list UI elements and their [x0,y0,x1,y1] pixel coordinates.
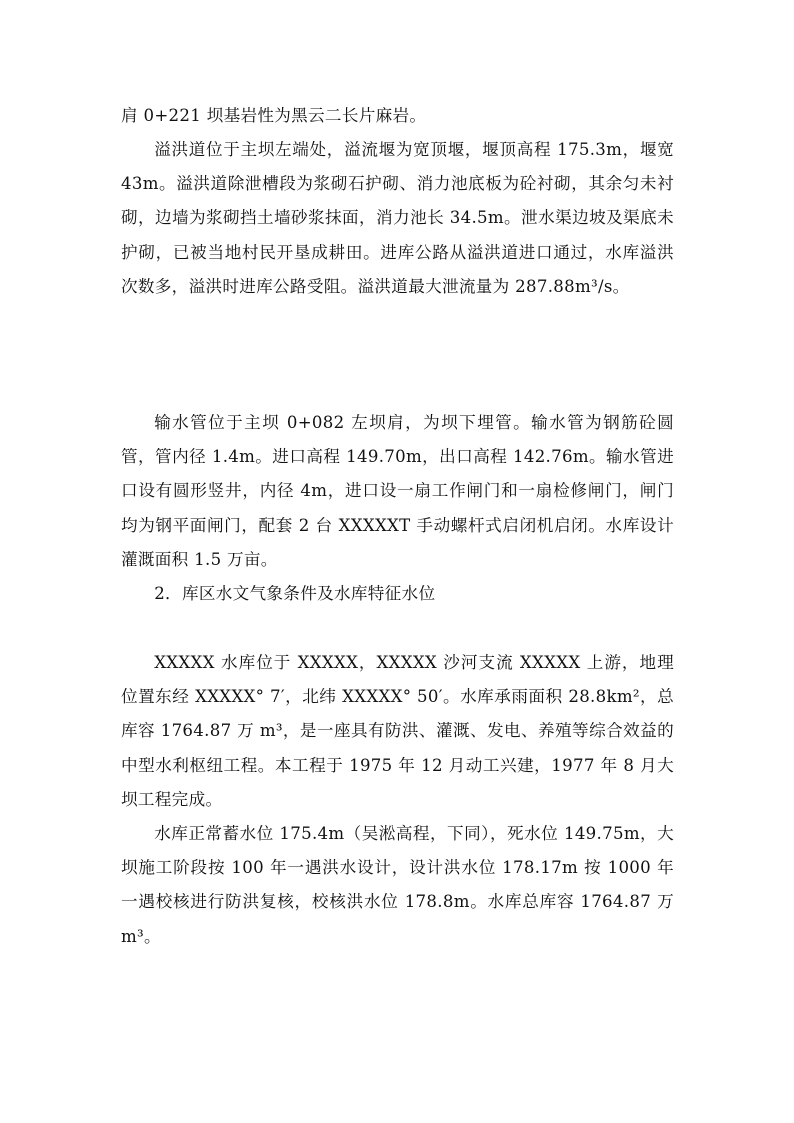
section-heading-hydrology: 2．库区水文气象条件及水库特征水位 [154,584,436,603]
paragraph-reservoir-location: XXXXX 水库位于 XXXXX，XXXXX 沙河支流 XXXXX 上游，地理位置东经 XXXXX° 7′，北纬 XXXXX° 50′。水库承雨面积 28.8km²，总库容 1764.87 万 m³，是一座具有防洪、灌溉、发电、养殖等综合效益的中型水利枢纽工程。本工程于 1975 年 12 月动工兴建，1977 年 8 月大坝工程完成。 [121,653,674,809]
paragraph-water-levels: 水库正常蓄水位 175.4m（吴淞高程，下同），死水位 149.75m，大坝施工阶段按 100 年一遇洪水设计，设计洪水位 178.17m 按 1000 年一遇校核进行防洪复核，校核洪水位 178.8m。水库总库容 1764.87 万 m³。 [121,824,674,946]
paragraph-spillway: 溢洪道位于主坝左端处，溢流堰为宽顶堰，堰顶高程 175.3m，堰宽 43m。溢洪道除泄槽段为浆砌石护砌、消力池底板为砼衬砌，其余匀未衬砌，边墙为浆砌挡土墙砂浆抹面，消力池长 34.5m。泄水渠边坡及渠底未护砌，已被当地村民开垦成耕田。进库公路从溢洪道进口通过，水库溢洪次数多，溢洪时进库公路受阻。溢洪道最大泄流量为 287.88m³/s。 [121,140,674,296]
paragraph-outlet-pipe: 输水管位于主坝 0+082 左坝肩，为坝下埋管。输水管为钢筋砼圆管，管内径 1.4m。进口高程 149.70m，出口高程 142.76m。输水管进口设有圆形竖井，内径 4m，进口设一扇工作闸门和一扇检修闸门，闸门均为钢平面闸门，配套 2 台 XXXXXT 手动螺杆式启闭机启闭。水库设计灌溉面积 1.5 万亩。 [121,413,674,569]
paragraph-dam-foundation: 肩 0+221 坝基岩性为黑云二长片麻岩。 [121,106,427,125]
